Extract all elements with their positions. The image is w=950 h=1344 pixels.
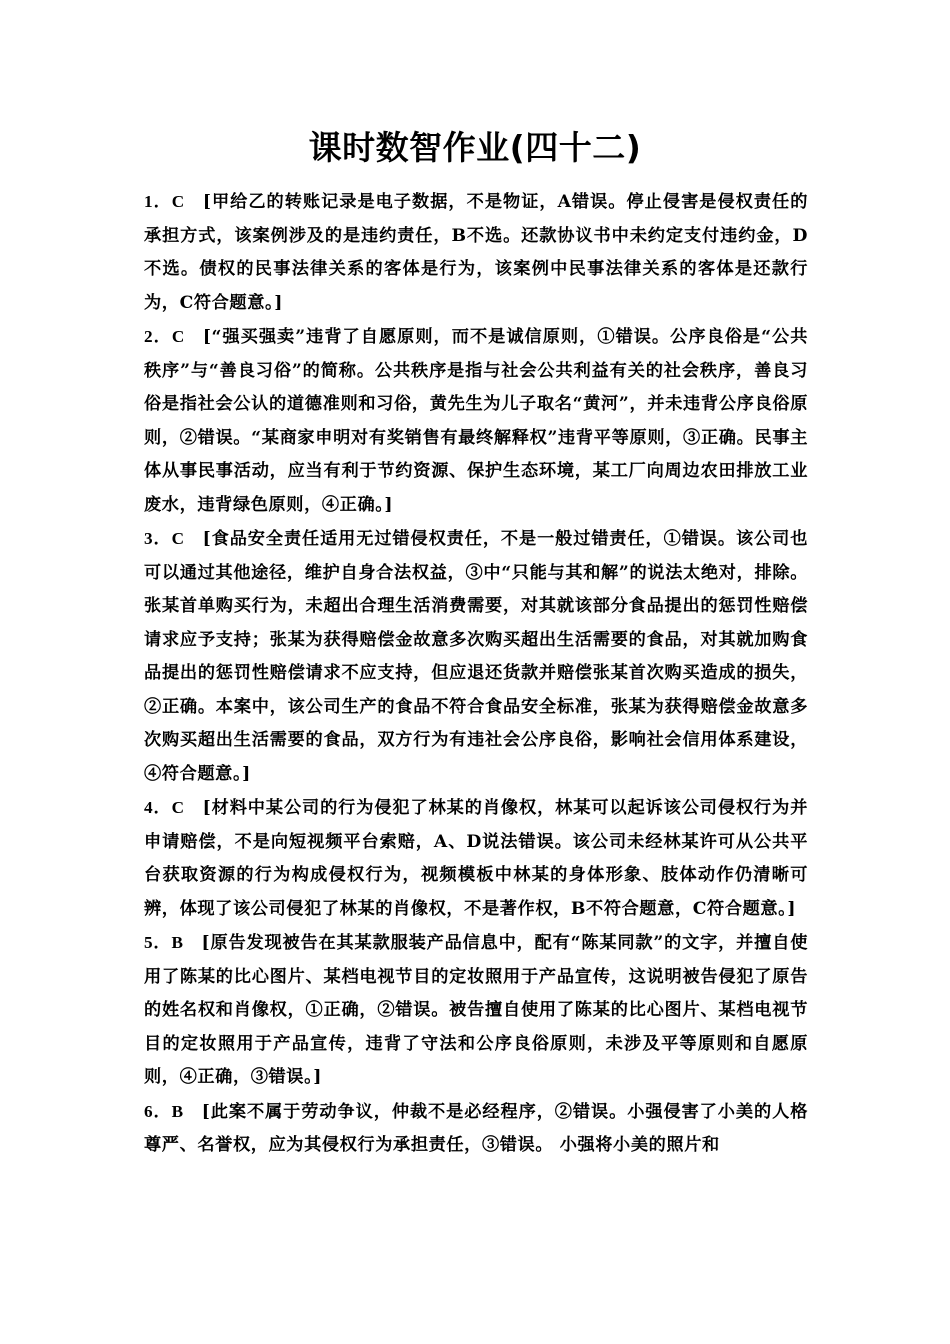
answer-item-2	[144, 320, 808, 522]
answer-choice: C	[171, 798, 185, 817]
answer-list	[144, 185, 808, 1163]
answer-explanation: [“强买强卖”违背了自愿原则，而不是诚信原则，①错误。公序良俗是“公共秩序”与“善良习俗”的简称。公共秩序是指与社会公共利益有关的社会秩序，善良习俗是指社会公认的道德准则和习俗，黄先生为儿子取名“黄河”，并未违背公序良俗原则，②错误。“某商家申明对有奖销售有最终解释权”违背平等原则，③正确。民事主体从事民事活动，应当有利于节约资源、保护生态环境，某工厂向周边农田排放工业废水，违背绿色原则，④正确。]	[144, 327, 809, 515]
page-title: 课时数智作业(四十二)	[308, 128, 642, 167]
answer-number: 3．	[144, 529, 172, 548]
answer-item-1	[144, 185, 808, 320]
answer-number: 2．	[144, 327, 172, 346]
answer-explanation: [原告发现被告在其某款服装产品信息中，配有“陈某同款”的文字，并擅自使用了陈某的比心图片、某档电视节目的定妆照用于产品宣传，这说明被告侵犯了原告的姓名权和肖像权，①正确，②错误。被告擅自使用了陈某的比心图片、某档电视节目的定妆照用于产品宣传，违背了守法和公序良俗原则，未涉及平等原则和自愿原则，④正确，③错误。]	[144, 933, 808, 1087]
answer-choice: C	[171, 327, 185, 346]
answer-number: 6．	[144, 1101, 172, 1121]
answer-explanation: [材料中某公司的行为侵犯了林某的肖像权，林某可以起诉该公司侵权行为并申请赔偿，不是向短视频平台索赔，A、D说法错误。该公司未经林某许可从公共平台获取资源的行为构成侵权行为，视频模板中林某的身体形象、肢体动作仍清晰可辨，体现了该公司侵犯了林某的肖像权，不是著作权，B不符合题意，C符合题意。]	[144, 798, 808, 919]
answer-choice: C	[171, 192, 185, 211]
answer-number: 4．	[144, 798, 172, 817]
answer-number: 1．	[144, 192, 172, 211]
answer-choice: B	[171, 933, 184, 952]
answer-explanation: [此案不属于劳动争议，仲裁不是必经程序，②错误。小强侵害了小美的人格尊严、名誉权，应为其侵权行为承担责任，③错误。 小强将小美的照片和	[144, 1101, 808, 1155]
answer-choice: C	[171, 529, 185, 548]
answer-item-4	[144, 791, 808, 926]
answer-item-5	[144, 926, 808, 1095]
answer-number: 5．	[144, 933, 172, 952]
answer-item-3	[144, 522, 808, 791]
answer-explanation: [甲给乙的转账记录是电子数据，不是物证，A错误。停止侵害是侵权责任的承担方式，该案例涉及的是违约责任，B不选。还款协议书中未约定支付违约金，D不选。债权的民事法律关系的客体是行为，该案例中民事法律关系的客体是还款行为，C符合题意。]	[144, 192, 809, 313]
answer-item-6	[144, 1095, 808, 1163]
answer-choice: B	[171, 1101, 184, 1121]
answer-explanation: [食品安全责任适用无过错侵权责任，不是一般过错责任，①错误。该公司也可以通过其他途径，维护自身合法权益，③中“只能与其和解”的说法太绝对，排除。张某首单购买行为，未超出合理生活消费需要，对其就该部分食品提出的惩罚性赔偿请求应予支持；张某为获得赔偿金故意多次购买超出生活需要的食品，对其就加购食品提出的惩罚性赔偿请求不应支持，但应退还货款并赔偿张某首次购买造成的损失，②正确。本案中，该公司生产的食品不符合食品安全标准，张某为获得赔偿金故意多次购买超出生活需要的食品，双方行为有违社会公序良俗，影响社会信用体系建设，④符合题意。]	[144, 529, 808, 784]
